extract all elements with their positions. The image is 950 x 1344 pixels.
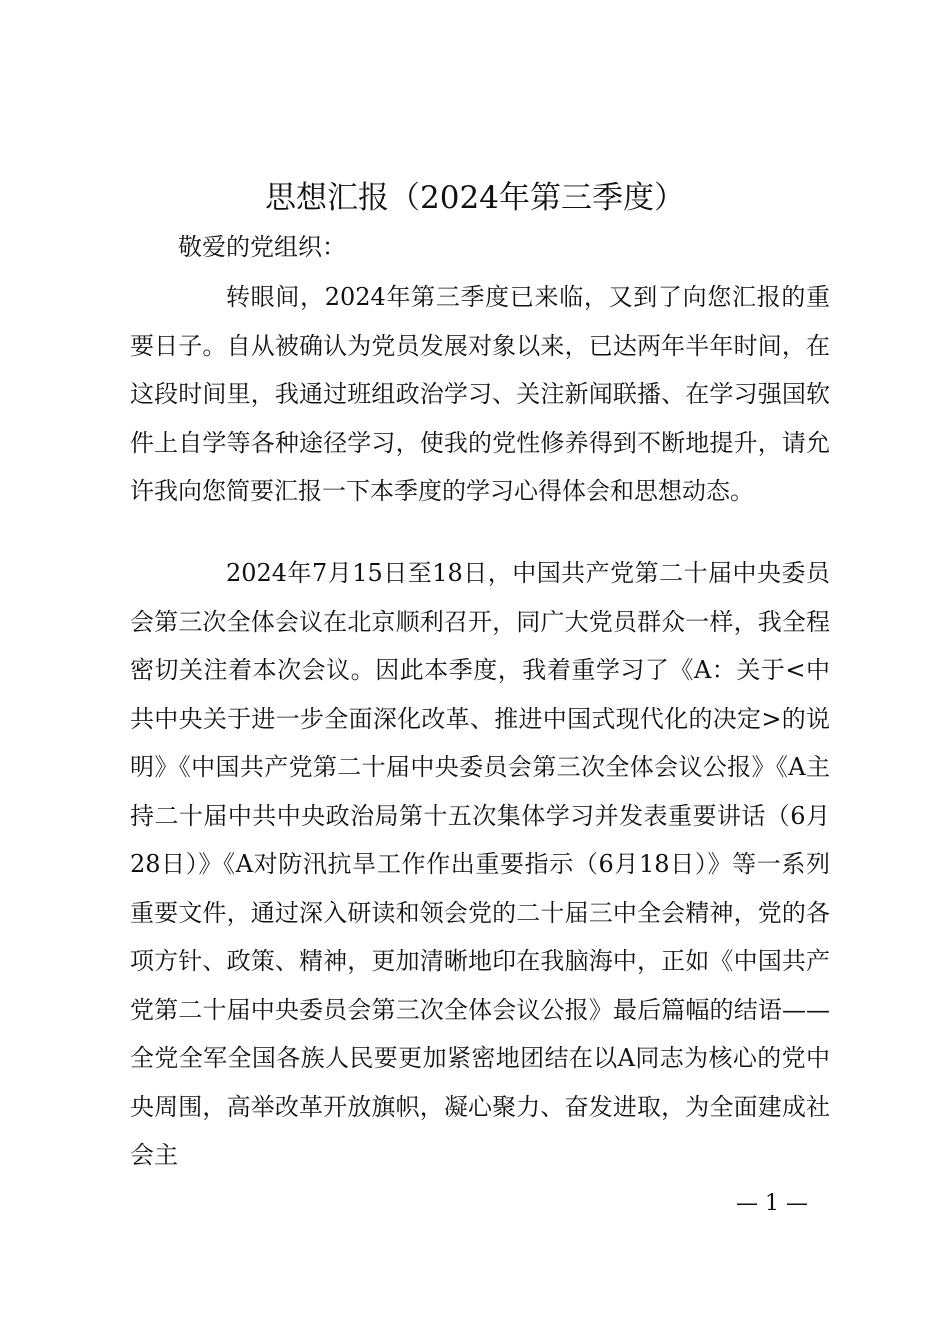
document-title: 思想汇报（2024年第三季度） bbox=[265, 180, 685, 216]
page-number: — 1 — bbox=[736, 1191, 808, 1216]
salutation: 敬爱的党组织： bbox=[178, 233, 346, 261]
paragraph-1: 转眼间，2024年第三季度已来临，又到了向您汇报的重要日子。自从被确认为党员发展对象以来，已达两年半年时间，在这段时间里，我通过班组政治学习、关注新闻联播、在学习强国软件上自学等各种途径学习，使我的党性修养得到不断地提升，请允许我向您简要汇报一下本季度的学习心得体会和思想动态。 bbox=[130, 283, 830, 505]
paragraph-2: 2024年7月15日至18日，中国共产党第二十届中央委员会第三次全体会议在北京顺利召开，同广大党员群众一样，我全程密切关注着本次会议。因此本季度，我着重学习了《A：关于<中共中央关于进一步全面深化改革、推进中国式现代化的决定>的说明》《中国共产党第二十届中央委员会第三次全体会议公报》《A主持二十届中共中央政治局第十五次集体学习并发表重要讲话（6月28日）》《A对防汛抗旱工作作出重要指示（6月18日）》等一系列重要文件，通过深入研读和领会党的二十届三中全会精神，党的各项方针、政策、精神，更加清晰地印在我脑海中，正如《中国共产党第二十届中央委员会第三次全体会议公报》最后篇幅的结语——全党全军全国各族人民要更加紧密地团结在以A同志为核心的党中央周围，高举改革开放旗帜，凝心聚力、奋发进取，为全面建成社会主 bbox=[130, 559, 830, 1169]
